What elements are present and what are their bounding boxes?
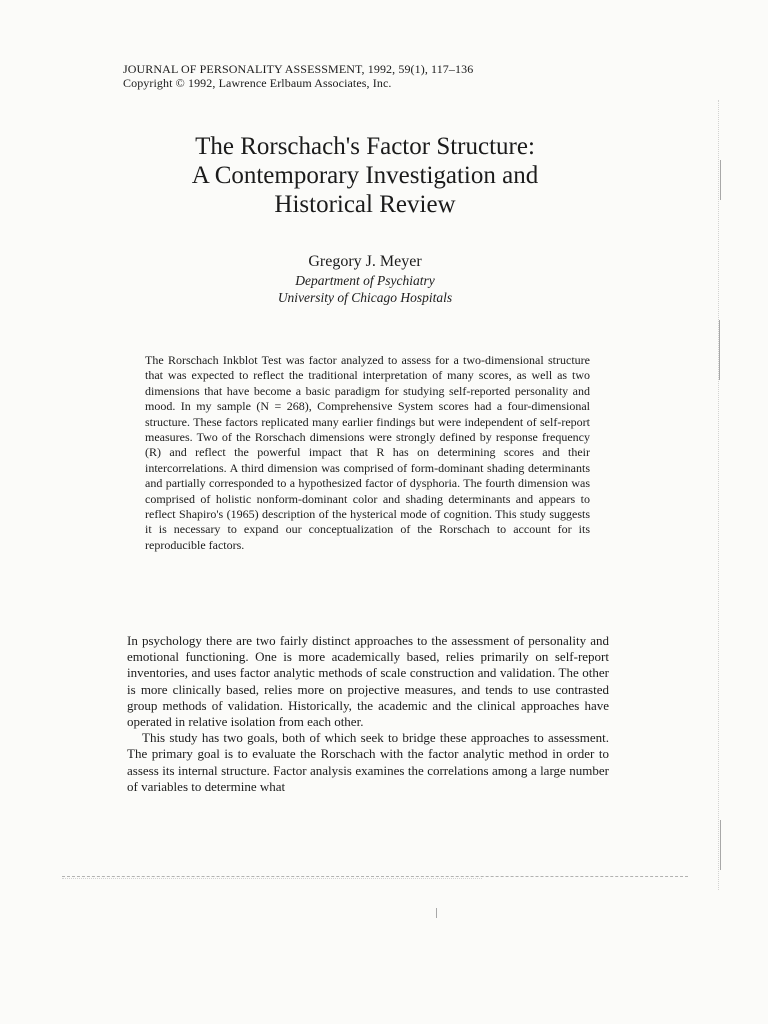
body-text	[127, 633, 609, 795]
edge-mark	[720, 160, 721, 200]
scan-artifact-line	[62, 876, 688, 877]
title-line-2: A Contemporary Investigation and	[191, 162, 539, 189]
author-institution: University of Chicago Hospitals	[277, 290, 453, 305]
author-block	[150, 252, 580, 306]
page-edge-shadow	[718, 100, 719, 890]
body-paragraph-1: In psychology there are two fairly distinct approaches to the assessment of personality and emotional functioning. One is more academically based, relies primarily on self-report inventories, and uses factor analytic methods of scale construction and validation. The other is more clinically based, relies more on projective measures, and tends to use contrasted group methods of validation. Historically, the academic and the clinical approaches have operated in relative isolation from each other.	[127, 633, 609, 730]
edge-mark	[720, 820, 721, 870]
body-paragraph-2: This study has two goals, both of which seek to bridge these approaches to assessment. The primary goal is to evaluate the Rorschach with the factor analytic method in order to assess its internal structure. Factor analysis examines the correlations among a large number of variables to determine what	[127, 730, 609, 794]
copyright-notice: Copyright © 1992, Lawrence Erlbaum Associates, Inc.	[123, 76, 392, 90]
author-department: Department of Psychiatry	[295, 273, 435, 288]
journal-citation: JOURNAL OF PERSONALITY ASSESSMENT, 1992, 59(1), 117–136	[123, 62, 474, 76]
title-line-1: The Rorschach's Factor Structure:	[195, 133, 535, 160]
edge-mark	[719, 320, 720, 380]
edge-mark	[436, 908, 437, 918]
abstract-text: The Rorschach Inkblot Test was factor analyzed to assess for a two-dimensional structure that was expected to reflect the traditional interpretation of many scores, as well as two dimensions that have become a basic paradigm for studying self-reported personality and mood. In my sample (N = 268), Comprehensive System scores had a four-dimensional structure. These factors replicated many earlier findings but were independent of self-report measures. Two of the Rorschach dimensions were strongly defined by response frequency (R) and reflect the powerful impact that R has on determining scores and their intercorrelations. A third dimension was comprised of form-dominant shading determinants and partially corresponded to a hypothesized factor of dysphoria. The fourth dimension was comprised of holistic nonform-dominant color and shading determinants and appears to reflect Shapiro's (1965) description of the hysterical mode of cognition. This study suggests it is necessary to expand our conceptualization of the Rorschach to account for its reproducible factors.	[145, 353, 590, 552]
abstract	[145, 353, 590, 553]
scan-artifact-line-secondary	[62, 878, 482, 879]
journal-header	[123, 62, 473, 90]
article-title	[100, 132, 630, 219]
author-name: Gregory J. Meyer	[308, 253, 422, 270]
title-line-3: Historical Review	[274, 191, 456, 218]
